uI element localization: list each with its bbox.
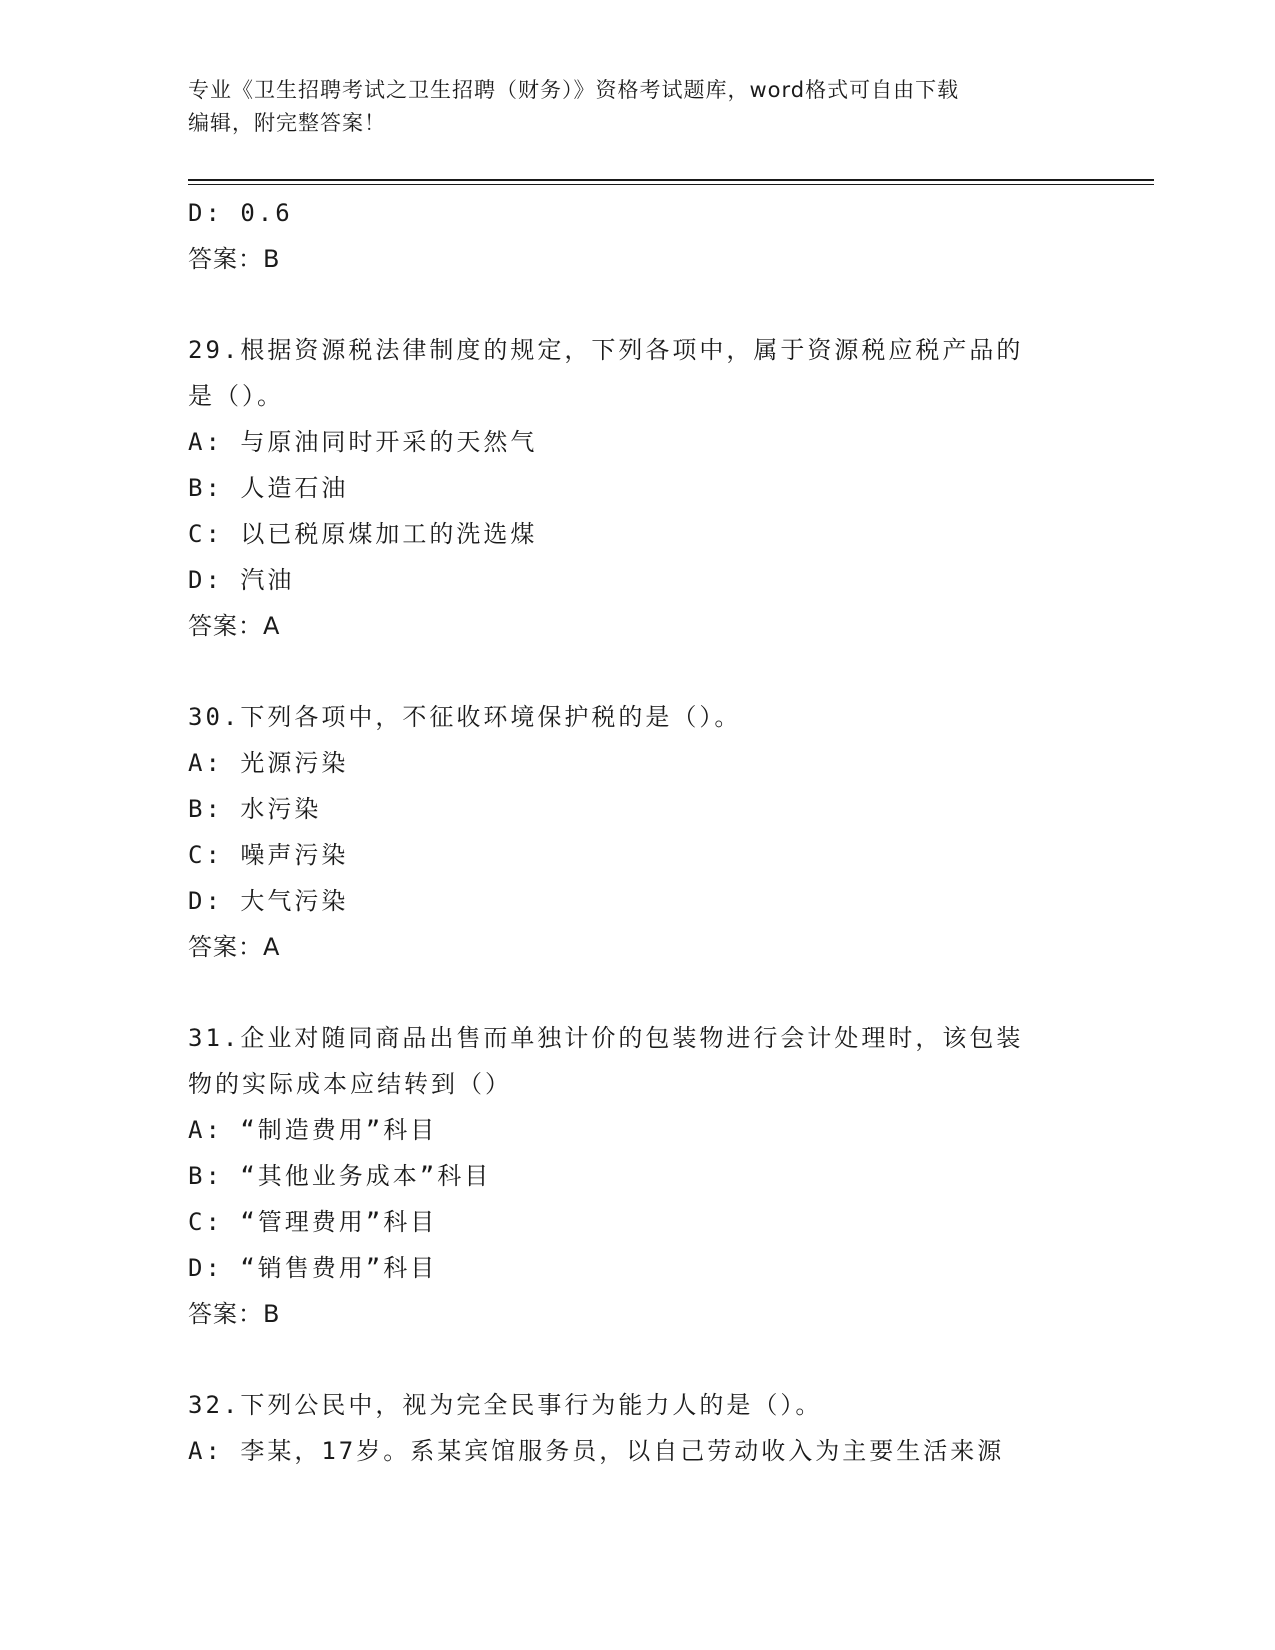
spacer (188, 282, 1088, 327)
question-list (188, 190, 1088, 1474)
option-b: B: “其他业务成本”科目 (188, 1162, 492, 1190)
option-a: A: 与原油同时开采的天然气 (188, 428, 538, 456)
option-a: A: 李某，17岁。系某宾馆服务员，以自己劳动收入为主要生活来源 (188, 1437, 1005, 1465)
option-a: A: 光源污染 (188, 749, 349, 777)
answer-line: 答案：A (188, 612, 281, 640)
option-c: C: 以已税原煤加工的洗选煤 (188, 520, 538, 548)
option-c: C: 噪声污染 (188, 841, 349, 869)
spacer (188, 649, 1088, 694)
answer-line: 答案：B (188, 245, 281, 273)
option-d: D: “销售费用”科目 (188, 1254, 438, 1282)
header-divider-thin (188, 184, 1154, 185)
document-header (188, 74, 1088, 140)
question-stem: 29.根据资源税法律制度的规定，下列各项中，属于资源税应税产品的 (188, 336, 1024, 364)
question-stem: 32.下列公民中，视为完全民事行为能力人的是（）。 (188, 1391, 823, 1419)
question-30 (188, 694, 1088, 970)
option-d: D: 大气污染 (188, 887, 349, 915)
question-stem-continued: 是（）。 (188, 382, 284, 410)
question-stem: 30.下列各项中，不征收环境保护税的是（）。 (188, 703, 742, 731)
question-stem: 31.企业对随同商品出售而单独计价的包装物进行会计处理时，该包装 (188, 1024, 1024, 1052)
option-b: B: 人造石油 (188, 474, 349, 502)
spacer (188, 1337, 1088, 1382)
option-d: D: 0.6 (188, 199, 293, 227)
option-d: D: 汽油 (188, 566, 295, 594)
option-c: C: “管理费用”科目 (188, 1208, 438, 1236)
header-line-2: 编辑，附完整答案！ (188, 111, 386, 135)
question-29 (188, 327, 1088, 649)
question-stem-continued: 物的实际成本应结转到（） (188, 1070, 512, 1098)
spacer (188, 970, 1088, 1015)
option-a: A: “制造费用”科目 (188, 1116, 438, 1144)
answer-line: 答案：A (188, 933, 281, 961)
header-line-1: 专业《卫生招聘考试之卫生招聘（财务）》资格考试题库，word格式可自由下载 (188, 78, 960, 102)
header-divider-thick (188, 179, 1154, 181)
answer-line: 答案：B (188, 1300, 281, 1328)
question-32 (188, 1382, 1088, 1474)
previous-question-tail (188, 190, 1088, 282)
question-31 (188, 1015, 1088, 1337)
option-b: B: 水污染 (188, 795, 322, 823)
